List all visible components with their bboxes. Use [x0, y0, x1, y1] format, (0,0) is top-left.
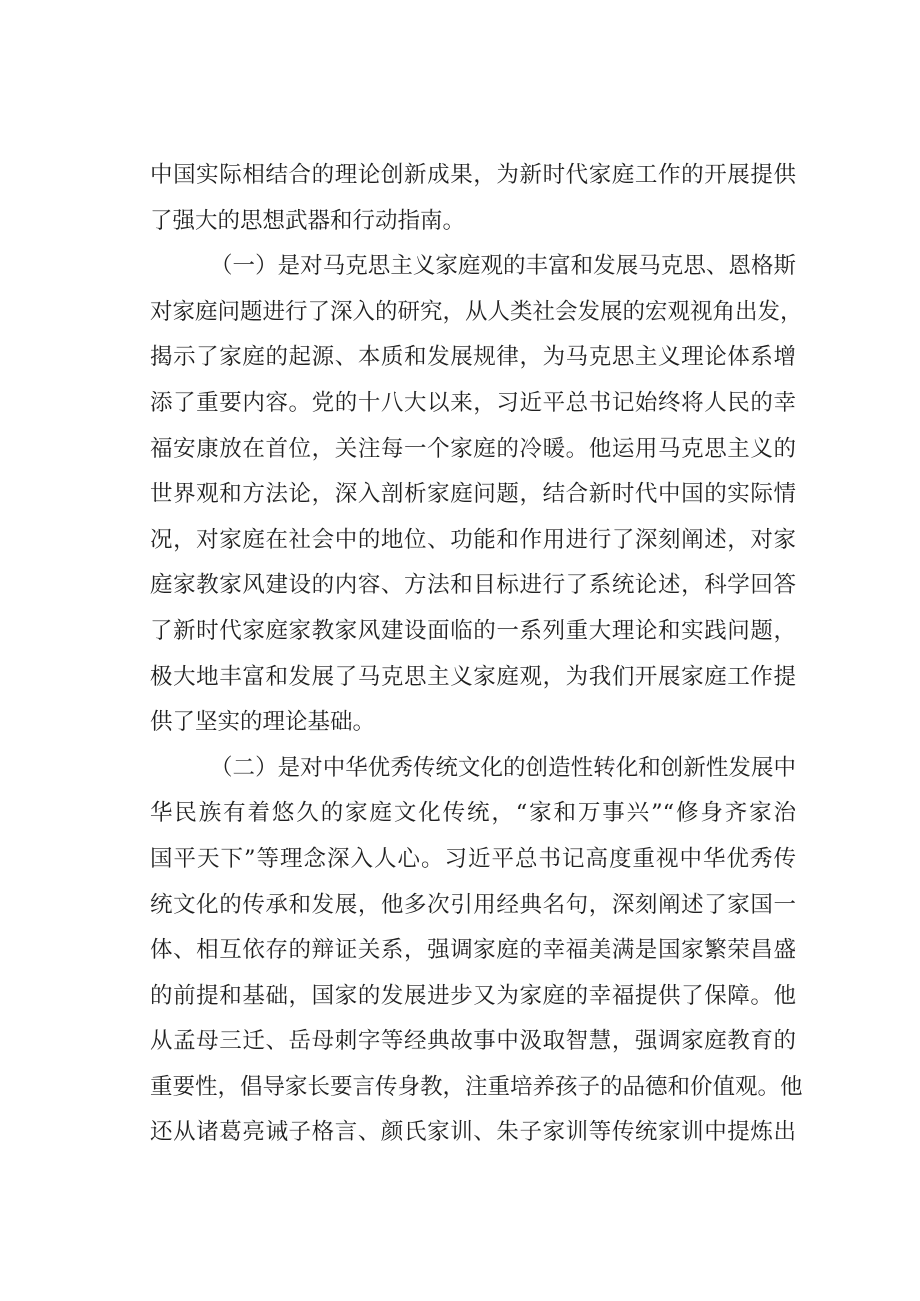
- text-line: 华民族有着悠久的家庭文化传统，“家和万事兴”“修身齐家治: [150, 800, 796, 827]
- text-line: 体、相互依存的辩证关系，强调家庭的幸福美满是国家繁荣昌盛: [150, 937, 796, 964]
- text-line: 揭示了家庭的起源、本质和发展规律，为马克思主义理论体系增: [150, 344, 796, 371]
- text-line: 极大地丰富和发展了马克思主义家庭观，为我们开展家庭工作提: [150, 663, 796, 690]
- text-line: 中国实际相结合的理论创新成果，为新时代家庭工作的开展提供: [150, 162, 796, 188]
- text-line: 供了坚实的理论基础。: [150, 709, 376, 736]
- text-line: （二）是对中华优秀传统文化的创造性转化和创新性发展中: [210, 754, 796, 781]
- text-line: 添了重要内容。党的十八大以来，习近平总书记始终将人民的幸: [150, 389, 796, 416]
- text-line: 了强大的思想武器和行动指南。: [150, 207, 466, 234]
- text-line: 统文化的传承和发展，他多次引用经典名句，深刻阐述了家国一: [150, 891, 796, 918]
- text-line: 重要性，倡导家长要言传身教，注重培养孩子的品德和价值观。他: [150, 1073, 803, 1100]
- text-line: 对家庭问题进行了深入的研究，从人类社会发展的宏观视角出发，: [150, 298, 803, 325]
- text-line: 了新时代家庭家教家风建设面临的一系列重大理论和实践问题，: [150, 617, 796, 644]
- text-line: 世界观和方法论，深入剖析家庭问题，结合新时代中国的实际情: [150, 481, 796, 508]
- document-body: [150, 153, 803, 1156]
- paragraph-intro-continuation: [150, 153, 796, 244]
- text-line: 从孟母三迁、岳母刺字等经典故事中汲取智慧，强调家庭教育的: [150, 1028, 796, 1055]
- text-line: 况，对家庭在社会中的地位、功能和作用进行了深刻阐述，对家: [150, 526, 796, 553]
- text-line: 的前提和基础，国家的发展进步又为家庭的幸福提供了保障。他: [150, 982, 796, 1009]
- paragraph-section-two: [150, 746, 803, 1156]
- text-line: 国平天下”等理念深入人心。习近平总书记高度重视中华优秀传: [150, 845, 796, 872]
- paragraph-section-one: [150, 244, 803, 746]
- text-line: 庭家教家风建设的内容、方法和目标进行了系统论述，科学回答: [150, 572, 796, 599]
- text-line: 还从诸葛亮诫子格言、颜氏家训、朱子家训等传统家训中提炼出: [150, 1119, 796, 1146]
- text-line: 福安康放在首位，关注每一个家庭的冷暖。他运用马克思主义的: [150, 435, 796, 462]
- text-line: （一）是对马克思主义家庭观的丰富和发展马克思、恩格斯: [210, 253, 796, 280]
